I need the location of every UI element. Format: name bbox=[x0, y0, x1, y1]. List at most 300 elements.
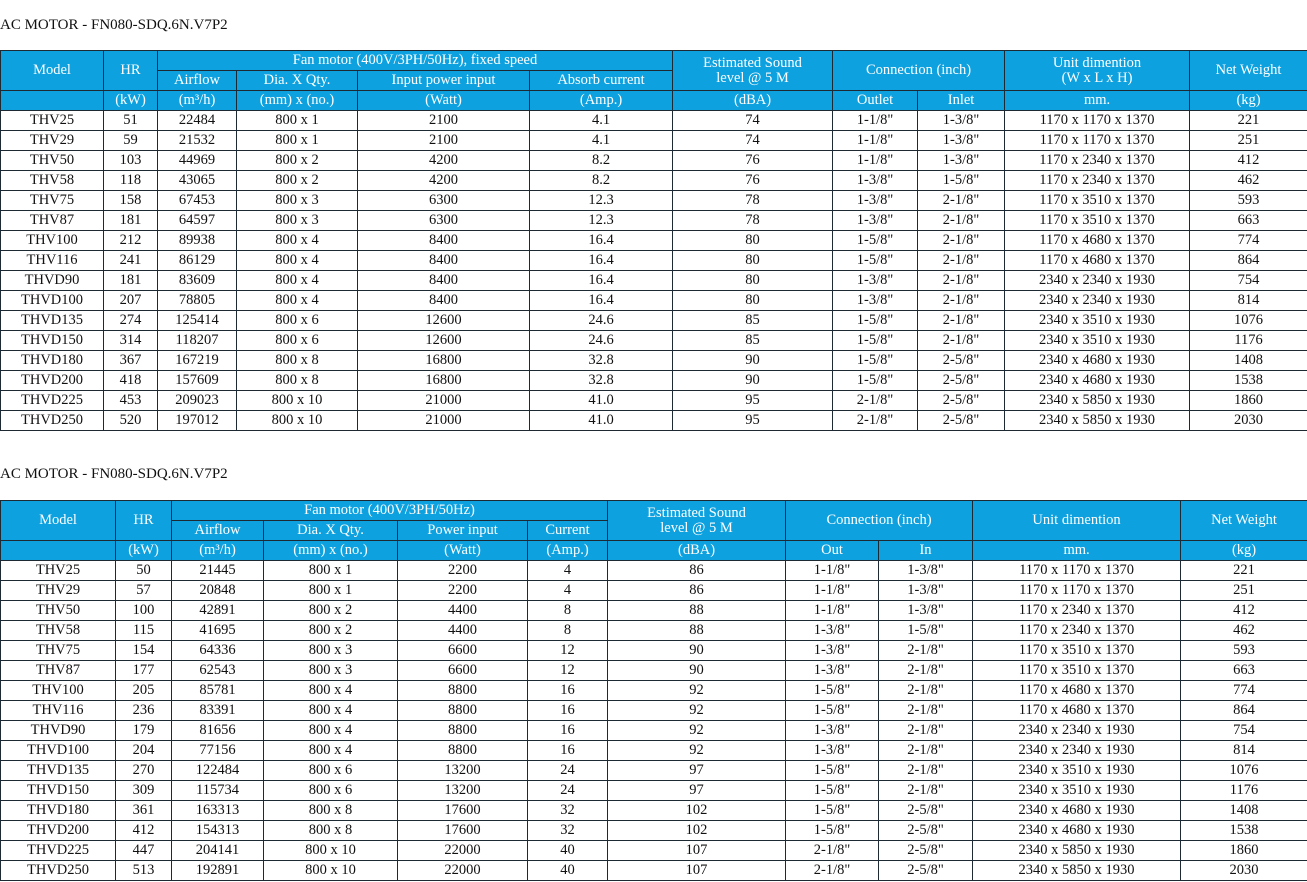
hr-cell: 115 bbox=[116, 621, 172, 641]
table-row bbox=[1, 741, 1307, 761]
model-unit-header bbox=[1, 91, 104, 111]
hr-unit-header: (kW) bbox=[104, 91, 158, 111]
outlet-cell: 1-5/8" bbox=[786, 701, 879, 721]
outlet-cell: 1-1/8" bbox=[786, 601, 879, 621]
current-cell: 16 bbox=[528, 741, 608, 761]
airflow-cell: 77156 bbox=[172, 741, 264, 761]
current-cell: 41.0 bbox=[530, 411, 673, 431]
outlet-cell: 1-5/8" bbox=[833, 331, 918, 351]
outlet-cell: 1-5/8" bbox=[833, 231, 918, 251]
weight-cell: 1860 bbox=[1190, 391, 1307, 411]
dimension-cell: 1170 x 1170 x 1370 bbox=[973, 581, 1181, 601]
sound-cell: 92 bbox=[608, 741, 786, 761]
hr-cell: 520 bbox=[104, 411, 158, 431]
weight-cell: 412 bbox=[1190, 151, 1307, 171]
sound-cell: 80 bbox=[673, 291, 833, 311]
outlet-cell: 1-3/8" bbox=[786, 721, 879, 741]
hr-header: HR bbox=[116, 501, 172, 541]
hr-cell: 179 bbox=[116, 721, 172, 741]
table-row bbox=[1, 351, 1307, 371]
sound-cell: 76 bbox=[673, 171, 833, 191]
current-cell: 16.4 bbox=[530, 251, 673, 271]
inlet-cell: 1-3/8" bbox=[879, 601, 973, 621]
inlet-cell: 2-1/8" bbox=[918, 231, 1005, 251]
dia-qty-cell: 800 x 4 bbox=[237, 231, 358, 251]
connection-header: Connection (inch) bbox=[833, 51, 1005, 91]
sound-cell: 86 bbox=[608, 581, 786, 601]
power-input-header: Input power input bbox=[358, 71, 530, 91]
weight-unit-header: (kg) bbox=[1181, 541, 1307, 561]
sound-header-line2: level @ 5 M bbox=[716, 69, 789, 86]
sound-cell: 95 bbox=[673, 391, 833, 411]
outlet-cell: 1-3/8" bbox=[833, 171, 918, 191]
dia-qty-cell: 800 x 4 bbox=[264, 741, 398, 761]
table-row bbox=[1, 411, 1307, 431]
weight-header: Net Weight bbox=[1181, 501, 1307, 541]
outlet-cell: 1-3/8" bbox=[786, 661, 879, 681]
current-cell: 16 bbox=[528, 721, 608, 741]
model-unit-header bbox=[1, 541, 116, 561]
airflow-cell: 21532 bbox=[158, 131, 237, 151]
weight-cell: 1176 bbox=[1190, 331, 1307, 351]
model-cell: THVD250 bbox=[1, 861, 116, 881]
model-cell: THVD200 bbox=[1, 821, 116, 841]
current-cell: 16 bbox=[528, 681, 608, 701]
sound-cell: 88 bbox=[608, 601, 786, 621]
table-row bbox=[1, 761, 1307, 781]
hr-cell: 309 bbox=[116, 781, 172, 801]
current-header: Current bbox=[528, 521, 608, 541]
hr-cell: 158 bbox=[104, 191, 158, 211]
model-cell: THV116 bbox=[1, 251, 104, 271]
hr-cell: 513 bbox=[116, 861, 172, 881]
current-cell: 12 bbox=[528, 641, 608, 661]
section-title: AC MOTOR - FN080-SDQ.6N.V7P2 bbox=[0, 17, 228, 33]
model-cell: THVD225 bbox=[1, 391, 104, 411]
outlet-cell: 2-1/8" bbox=[833, 391, 918, 411]
sound-cell: 97 bbox=[608, 781, 786, 801]
sound-cell: 85 bbox=[673, 311, 833, 331]
sound-cell: 80 bbox=[673, 271, 833, 291]
current-cell: 24 bbox=[528, 781, 608, 801]
weight-cell: 1176 bbox=[1181, 781, 1307, 801]
dia-qty-cell: 800 x 1 bbox=[264, 561, 398, 581]
weight-cell: 814 bbox=[1181, 741, 1307, 761]
weight-cell: 462 bbox=[1190, 171, 1307, 191]
sound-cell: 78 bbox=[673, 191, 833, 211]
connection-header: Connection (inch) bbox=[786, 501, 973, 541]
table-row bbox=[1, 681, 1307, 701]
outlet-header: Outlet bbox=[833, 91, 918, 111]
dia-qty-cell: 800 x 8 bbox=[264, 821, 398, 841]
inlet-cell: 2-1/8" bbox=[918, 291, 1005, 311]
sound-cell: 90 bbox=[608, 661, 786, 681]
dia-qty-cell: 800 x 4 bbox=[237, 251, 358, 271]
airflow-cell: 83391 bbox=[172, 701, 264, 721]
sound-cell: 85 bbox=[673, 331, 833, 351]
airflow-cell: 125414 bbox=[158, 311, 237, 331]
outlet-cell: 1-5/8" bbox=[833, 251, 918, 271]
table-row bbox=[1, 131, 1307, 151]
dia-qty-cell: 800 x 4 bbox=[264, 701, 398, 721]
dimension-cell: 2340 x 2340 x 1930 bbox=[973, 721, 1181, 741]
dimension-cell: 2340 x 5850 x 1930 bbox=[973, 861, 1181, 881]
hr-cell: 51 bbox=[104, 111, 158, 131]
hr-cell: 204 bbox=[116, 741, 172, 761]
dimension-cell: 2340 x 4680 x 1930 bbox=[1005, 351, 1190, 371]
power-cell: 16800 bbox=[358, 371, 530, 391]
airflow-cell: 62543 bbox=[172, 661, 264, 681]
power-cell: 13200 bbox=[398, 781, 528, 801]
sound-cell: 107 bbox=[608, 861, 786, 881]
airflow-cell: 78805 bbox=[158, 291, 237, 311]
dia-qty-cell: 800 x 6 bbox=[264, 761, 398, 781]
table-row bbox=[1, 801, 1307, 821]
dimension-cell: 2340 x 2340 x 1930 bbox=[1005, 271, 1190, 291]
model-cell: THVD180 bbox=[1, 351, 104, 371]
airflow-cell: 44969 bbox=[158, 151, 237, 171]
outlet-cell: 1-3/8" bbox=[786, 621, 879, 641]
dia-qty-cell: 800 x 3 bbox=[237, 191, 358, 211]
weight-header: Net Weight bbox=[1190, 51, 1307, 91]
current-cell: 8 bbox=[528, 621, 608, 641]
airflow-cell: 21445 bbox=[172, 561, 264, 581]
dia-qty-cell: 800 x 3 bbox=[264, 641, 398, 661]
dia-qty-cell: 800 x 1 bbox=[237, 131, 358, 151]
outlet-cell: 1-3/8" bbox=[833, 291, 918, 311]
table-row bbox=[1, 781, 1307, 801]
dia-qty-cell: 800 x 10 bbox=[264, 861, 398, 881]
weight-cell: 593 bbox=[1190, 191, 1307, 211]
weight-cell: 2030 bbox=[1181, 861, 1307, 881]
model-cell: THVD100 bbox=[1, 741, 116, 761]
table-row bbox=[1, 561, 1307, 581]
outlet-cell: 1-5/8" bbox=[786, 801, 879, 821]
current-cell: 40 bbox=[528, 861, 608, 881]
dimension-header-line1: Unit dimention bbox=[1052, 54, 1142, 71]
airflow-cell: 67453 bbox=[158, 191, 237, 211]
weight-cell: 593 bbox=[1181, 641, 1307, 661]
hr-cell: 274 bbox=[104, 311, 158, 331]
model-cell: THVD135 bbox=[1, 311, 104, 331]
dimension-cell: 1170 x 3510 x 1370 bbox=[973, 641, 1181, 661]
dimension-cell: 2340 x 4680 x 1930 bbox=[973, 801, 1181, 821]
inlet-cell: 2-1/8" bbox=[918, 251, 1005, 271]
outlet-cell: 1-3/8" bbox=[786, 641, 879, 661]
airflow-cell: 83609 bbox=[158, 271, 237, 291]
outlet-cell: 1-3/8" bbox=[833, 211, 918, 231]
model-cell: THV50 bbox=[1, 601, 116, 621]
current-unit-header: (Amp.) bbox=[530, 91, 673, 111]
model-cell: THV87 bbox=[1, 661, 116, 681]
model-cell: THVD90 bbox=[1, 721, 116, 741]
power-cell: 4400 bbox=[398, 601, 528, 621]
power-cell: 2200 bbox=[398, 561, 528, 581]
table-row bbox=[1, 861, 1307, 881]
weight-unit-header: (kg) bbox=[1190, 91, 1307, 111]
model-header: Model bbox=[1, 501, 116, 541]
hr-cell: 205 bbox=[116, 681, 172, 701]
inlet-cell: 2-5/8" bbox=[879, 821, 973, 841]
dimension-unit-header: mm. bbox=[1005, 91, 1190, 111]
table-row bbox=[1, 621, 1307, 641]
table-body bbox=[1, 561, 1307, 881]
dimension-cell: 1170 x 2340 x 1370 bbox=[973, 601, 1181, 621]
airflow-unit-header: (m³/h) bbox=[158, 91, 237, 111]
weight-cell: 251 bbox=[1190, 131, 1307, 151]
current-cell: 4.1 bbox=[530, 111, 673, 131]
inlet-cell: 2-1/8" bbox=[918, 191, 1005, 211]
sound-cell: 90 bbox=[608, 641, 786, 661]
weight-cell: 864 bbox=[1181, 701, 1307, 721]
current-cell: 8.2 bbox=[530, 151, 673, 171]
power-cell: 17600 bbox=[398, 821, 528, 841]
model-cell: THVD150 bbox=[1, 781, 116, 801]
model-cell: THVD200 bbox=[1, 371, 104, 391]
table-row bbox=[1, 211, 1307, 231]
hr-cell: 367 bbox=[104, 351, 158, 371]
inlet-cell: 2-1/8" bbox=[879, 721, 973, 741]
current-cell: 24.6 bbox=[530, 331, 673, 351]
hr-cell: 447 bbox=[116, 841, 172, 861]
power-cell: 6300 bbox=[358, 211, 530, 231]
model-cell: THVD90 bbox=[1, 271, 104, 291]
power-cell: 22000 bbox=[398, 841, 528, 861]
sound-cell: 102 bbox=[608, 801, 786, 821]
sound-unit-header: (dBA) bbox=[673, 91, 833, 111]
outlet-cell: 1-5/8" bbox=[786, 781, 879, 801]
power-cell: 12600 bbox=[358, 331, 530, 351]
dimension-cell: 1170 x 2340 x 1370 bbox=[1005, 171, 1190, 191]
dimension-cell: 1170 x 4680 x 1370 bbox=[1005, 251, 1190, 271]
airflow-cell: 204141 bbox=[172, 841, 264, 861]
dimension-cell: 2340 x 2340 x 1930 bbox=[973, 741, 1181, 761]
dimension-cell: 1170 x 1170 x 1370 bbox=[1005, 131, 1190, 151]
model-cell: THVD150 bbox=[1, 331, 104, 351]
hr-cell: 177 bbox=[116, 661, 172, 681]
power-cell: 8400 bbox=[358, 231, 530, 251]
sound-cell: 74 bbox=[673, 131, 833, 151]
power-cell: 13200 bbox=[398, 761, 528, 781]
hr-cell: 412 bbox=[116, 821, 172, 841]
inlet-cell: 2-5/8" bbox=[879, 841, 973, 861]
outlet-cell: 1-5/8" bbox=[833, 371, 918, 391]
inlet-header: Inlet bbox=[918, 91, 1005, 111]
outlet-cell: 1-5/8" bbox=[833, 311, 918, 331]
model-cell: THV87 bbox=[1, 211, 104, 231]
inlet-cell: 2-1/8" bbox=[879, 761, 973, 781]
current-cell: 16 bbox=[528, 701, 608, 721]
dia-qty-cell: 800 x 4 bbox=[237, 291, 358, 311]
dimension-cell: 2340 x 2340 x 1930 bbox=[1005, 291, 1190, 311]
dimension-cell: 2340 x 5850 x 1930 bbox=[1005, 411, 1190, 431]
table-row bbox=[1, 841, 1307, 861]
outlet-cell: 2-1/8" bbox=[786, 841, 879, 861]
sound-cell: 92 bbox=[608, 721, 786, 741]
inlet-cell: 2-1/8" bbox=[879, 781, 973, 801]
weight-cell: 1076 bbox=[1190, 311, 1307, 331]
spec-table bbox=[0, 500, 1307, 881]
hr-cell: 207 bbox=[104, 291, 158, 311]
outlet-cell: 1-1/8" bbox=[786, 561, 879, 581]
sound-cell: 76 bbox=[673, 151, 833, 171]
hr-cell: 418 bbox=[104, 371, 158, 391]
power-cell: 2100 bbox=[358, 111, 530, 131]
inlet-cell: 1-3/8" bbox=[918, 111, 1005, 131]
section-title: AC MOTOR - FN080-SDQ.6N.V7P2 bbox=[0, 466, 228, 482]
airflow-cell: 167219 bbox=[158, 351, 237, 371]
current-cell: 32.8 bbox=[530, 371, 673, 391]
table-row bbox=[1, 641, 1307, 661]
current-cell: 4.1 bbox=[530, 131, 673, 151]
airflow-cell: 85781 bbox=[172, 681, 264, 701]
current-header: Absorb current bbox=[530, 71, 673, 91]
outlet-cell: 1-1/8" bbox=[833, 151, 918, 171]
dia-qty-cell: 800 x 3 bbox=[237, 211, 358, 231]
dimension-cell: 2340 x 4680 x 1930 bbox=[973, 821, 1181, 841]
hr-cell: 118 bbox=[104, 171, 158, 191]
outlet-cell: 1-3/8" bbox=[833, 271, 918, 291]
model-cell: THV116 bbox=[1, 701, 116, 721]
hr-cell: 59 bbox=[104, 131, 158, 151]
power-cell: 21000 bbox=[358, 411, 530, 431]
power-cell: 12600 bbox=[358, 311, 530, 331]
current-unit-header: (Amp.) bbox=[528, 541, 608, 561]
table-body bbox=[1, 111, 1307, 431]
sound-header-line1: Estimated Sound bbox=[647, 504, 746, 521]
hr-unit-header: (kW) bbox=[116, 541, 172, 561]
outlet-header: Out bbox=[786, 541, 879, 561]
hr-cell: 270 bbox=[116, 761, 172, 781]
inlet-cell: 2-5/8" bbox=[918, 371, 1005, 391]
dimension-cell: 1170 x 2340 x 1370 bbox=[1005, 151, 1190, 171]
weight-cell: 251 bbox=[1181, 581, 1307, 601]
dia-qty-cell: 800 x 1 bbox=[237, 111, 358, 131]
outlet-cell: 1-3/8" bbox=[833, 191, 918, 211]
airflow-cell: 64336 bbox=[172, 641, 264, 661]
dia-qty-cell: 800 x 4 bbox=[237, 271, 358, 291]
inlet-cell: 2-1/8" bbox=[918, 271, 1005, 291]
dia-qty-cell: 800 x 3 bbox=[264, 661, 398, 681]
dia-unit-header: (mm) x (no.) bbox=[264, 541, 398, 561]
power-cell: 8800 bbox=[398, 701, 528, 721]
table-row bbox=[1, 311, 1307, 331]
outlet-cell: 1-5/8" bbox=[833, 351, 918, 371]
hr-header: HR bbox=[104, 51, 158, 91]
sound-header bbox=[673, 51, 833, 91]
current-cell: 12.3 bbox=[530, 211, 673, 231]
inlet-cell: 2-1/8" bbox=[918, 311, 1005, 331]
inlet-cell: 2-5/8" bbox=[918, 391, 1005, 411]
table-row bbox=[1, 821, 1307, 841]
airflow-cell: 122484 bbox=[172, 761, 264, 781]
hr-cell: 57 bbox=[116, 581, 172, 601]
airflow-cell: 89938 bbox=[158, 231, 237, 251]
hr-cell: 181 bbox=[104, 211, 158, 231]
inlet-cell: 2-5/8" bbox=[918, 411, 1005, 431]
sound-cell: 97 bbox=[608, 761, 786, 781]
outlet-cell: 1-5/8" bbox=[786, 681, 879, 701]
weight-cell: 864 bbox=[1190, 251, 1307, 271]
dimension-cell: 2340 x 3510 x 1930 bbox=[1005, 311, 1190, 331]
dia-qty-cell: 800 x 8 bbox=[264, 801, 398, 821]
model-cell: THVD180 bbox=[1, 801, 116, 821]
outlet-cell: 1-1/8" bbox=[833, 131, 918, 151]
dia-qty-cell: 800 x 10 bbox=[237, 411, 358, 431]
dimension-cell: 1170 x 3510 x 1370 bbox=[1005, 211, 1190, 231]
inlet-cell: 1-5/8" bbox=[879, 621, 973, 641]
model-cell: THV25 bbox=[1, 111, 104, 131]
inlet-cell: 1-3/8" bbox=[918, 131, 1005, 151]
power-cell: 8400 bbox=[358, 251, 530, 271]
table-row bbox=[1, 371, 1307, 391]
airflow-cell: 157609 bbox=[158, 371, 237, 391]
model-header: Model bbox=[1, 51, 104, 91]
sound-cell: 80 bbox=[673, 231, 833, 251]
hr-cell: 154 bbox=[116, 641, 172, 661]
dia-qty-cell: 800 x 2 bbox=[237, 171, 358, 191]
dimension-cell: 2340 x 3510 x 1930 bbox=[973, 761, 1181, 781]
power-cell: 17600 bbox=[398, 801, 528, 821]
hr-cell: 181 bbox=[104, 271, 158, 291]
model-cell: THV50 bbox=[1, 151, 104, 171]
sound-cell: 74 bbox=[673, 111, 833, 131]
airflow-header: Airflow bbox=[172, 521, 264, 541]
weight-cell: 663 bbox=[1190, 211, 1307, 231]
model-cell: THV75 bbox=[1, 641, 116, 661]
power-cell: 21000 bbox=[358, 391, 530, 411]
airflow-cell: 64597 bbox=[158, 211, 237, 231]
airflow-cell: 43065 bbox=[158, 171, 237, 191]
sound-cell: 90 bbox=[673, 371, 833, 391]
weight-cell: 1538 bbox=[1190, 371, 1307, 391]
dia-qty-cell: 800 x 2 bbox=[264, 621, 398, 641]
spec-table bbox=[0, 50, 1307, 431]
dimension-cell: 1170 x 1170 x 1370 bbox=[973, 561, 1181, 581]
dia-qty-cell: 800 x 2 bbox=[237, 151, 358, 171]
inlet-header: In bbox=[879, 541, 973, 561]
airflow-cell: 22484 bbox=[158, 111, 237, 131]
model-cell: THV25 bbox=[1, 561, 116, 581]
inlet-cell: 1-3/8" bbox=[879, 561, 973, 581]
inlet-cell: 2-1/8" bbox=[879, 681, 973, 701]
dimension-cell: 1170 x 1170 x 1370 bbox=[1005, 111, 1190, 131]
table-row bbox=[1, 111, 1307, 131]
power-cell: 8800 bbox=[398, 721, 528, 741]
table-row bbox=[1, 721, 1307, 741]
airflow-cell: 86129 bbox=[158, 251, 237, 271]
table-row bbox=[1, 191, 1307, 211]
dimension-cell: 1170 x 4680 x 1370 bbox=[973, 701, 1181, 721]
hr-cell: 453 bbox=[104, 391, 158, 411]
dia-qty-cell: 800 x 6 bbox=[264, 781, 398, 801]
dimension-cell: 2340 x 4680 x 1930 bbox=[1005, 371, 1190, 391]
dia-qty-header: Dia. X Qty. bbox=[264, 521, 398, 541]
power-cell: 4400 bbox=[398, 621, 528, 641]
model-cell: THV29 bbox=[1, 131, 104, 151]
table-row bbox=[1, 661, 1307, 681]
power-unit-header: (Watt) bbox=[398, 541, 528, 561]
outlet-cell: 1-3/8" bbox=[786, 741, 879, 761]
sound-header-line1: Estimated Sound bbox=[703, 54, 802, 71]
current-cell: 24.6 bbox=[530, 311, 673, 331]
power-cell: 16800 bbox=[358, 351, 530, 371]
current-cell: 16.4 bbox=[530, 271, 673, 291]
model-cell: THVD100 bbox=[1, 291, 104, 311]
power-unit-header: (Watt) bbox=[358, 91, 530, 111]
inlet-cell: 1-3/8" bbox=[918, 151, 1005, 171]
dia-qty-cell: 800 x 8 bbox=[237, 351, 358, 371]
